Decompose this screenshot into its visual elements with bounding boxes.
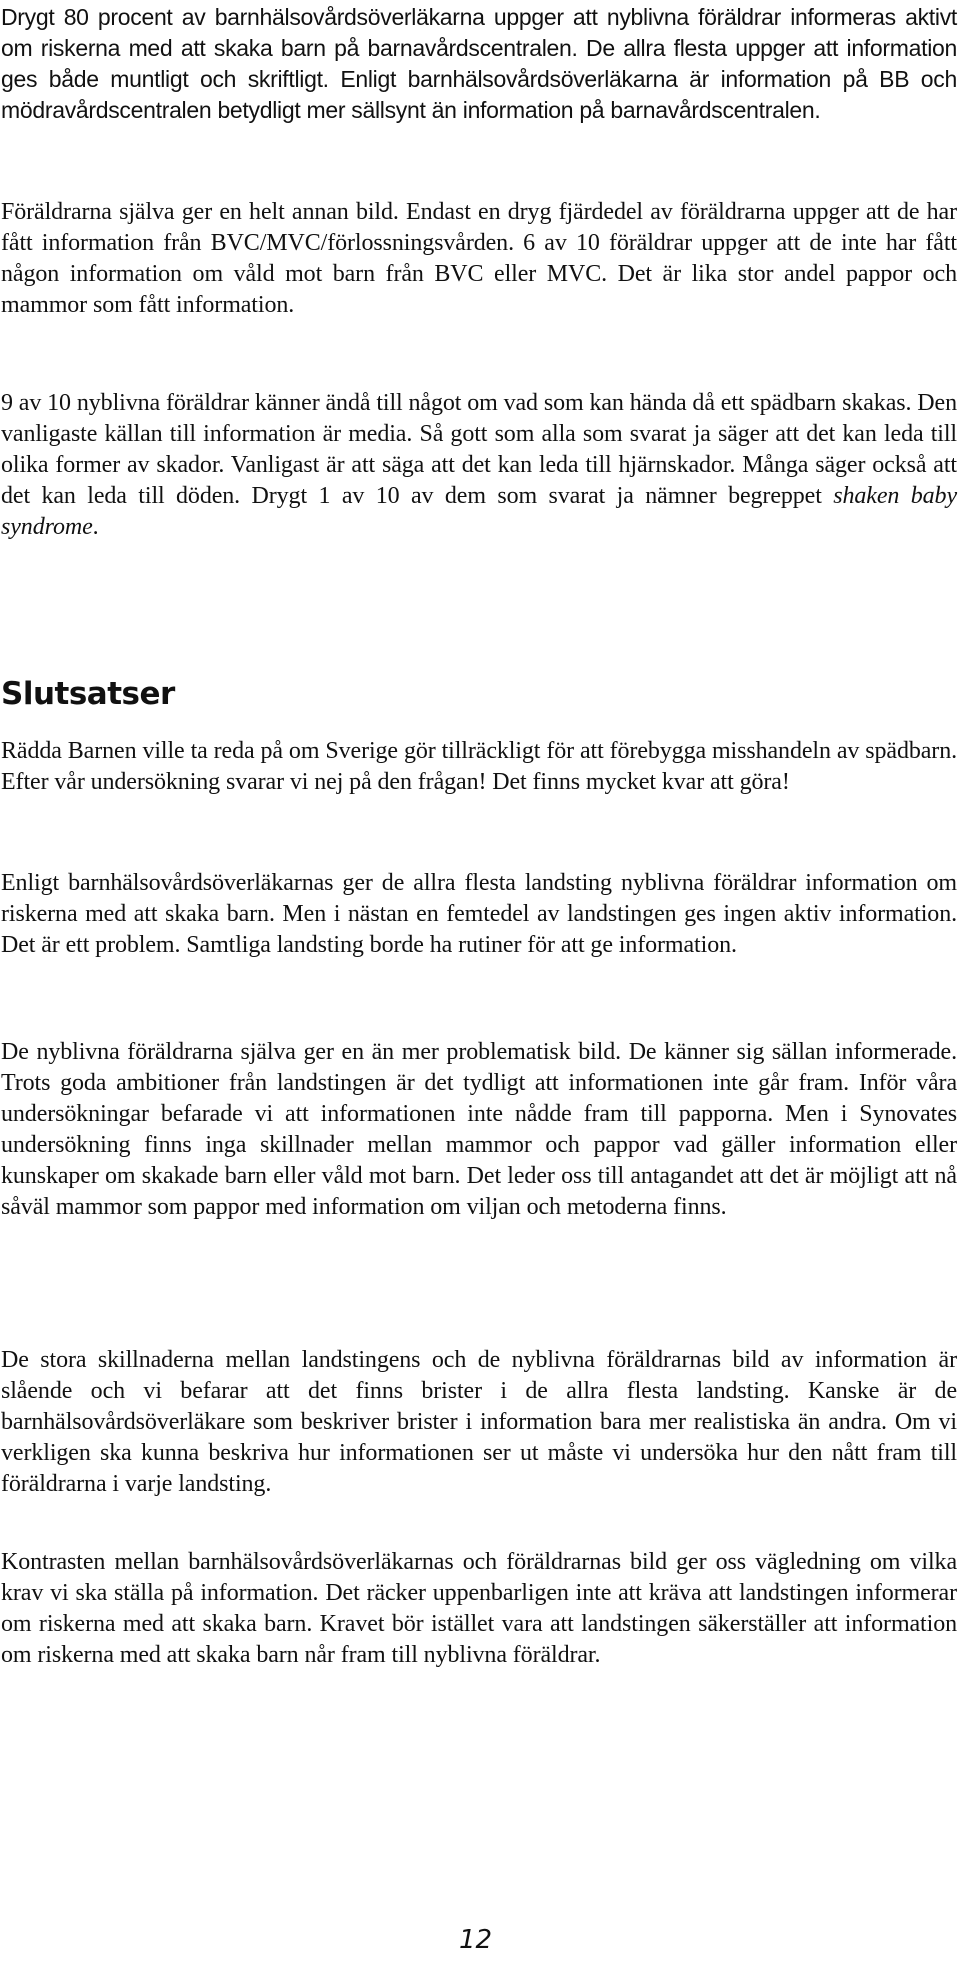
paragraph-4: Rädda Barnen ville ta reda på om Sverige gör tillräckligt för att förebygga misshandeln av spädbarn. Efter vår undersökning svarar vi nej på den frågan! Det finns mycket kvar att göra!: [1, 738, 957, 795]
paragraph-7: De stora skillnaderna mellan landstingens och de nyblivna föräldrarnas bild av information är slående och vi befarar att det finns brister i de allra flesta landsting. Kanske är de barnhälsovårdsöverläkare som beskriver brister i information bara mer realistiska än andra. Om vi verkligen ska kunna beskriva hur informationen ser ut måste vi undersöka hur den nått fram till föräldrarna i varje landsting.: [1, 1347, 957, 1497]
paragraph-3-text: 9 av 10 nyblivna föräldrar känner ändå till något om vad som kan hända då ett spädbarn skakas. Den vanligaste källan till information är media. Så gott som alla som svarat ja säger att det kan leda till olika former av skador. Vanligast är att säga att det kan leda till hjärnskador. Många säger också att det kan leda till döden. Drygt 1 av 10 av dem som svarat ja nämner begreppet: [1, 390, 957, 509]
page-number: 12: [459, 1925, 493, 1955]
paragraph-3: [1, 388, 957, 543]
paragraph-8: Kontrasten mellan barnhälsovårdsöverläkarnas och föräldrarnas bild ger oss vägledning om vilka krav vi ska ställa på information. Det räcker uppenbarligen inte att kräva att landstingen informerar om riskerna med att skaka barn. Kravet bör istället vara att landstingen säkerställer att information om riskerna med att skaka barn når fram till nyblivna föräldrar.: [1, 1549, 957, 1668]
paragraph-2: Föräldrarna själva ger en helt annan bild. Endast en dryg fjärdedel av föräldrarna uppger att de har fått information från BVC/MVC/förlossningsvården. 6 av 10 föräldrar uppger att de inte har fått någon information om våld mot barn från BVC eller MVC. Det är lika stor andel pappor och mammor som fått information.: [1, 199, 957, 318]
paragraph-5: Enligt barnhälsovårdsöverläkarnas ger de allra flesta landsting nyblivna föräldrar information om riskerna med att skaka barn. Men i nästan en femtedel av landstingen ges ingen aktiv information. Det är ett problem. Samtliga landsting borde ha rutiner för att ge information.: [1, 870, 957, 958]
term-shaken-baby-syndrome: shaken baby syndrome: [1, 483, 957, 540]
paragraph-3-end: .: [92, 514, 99, 540]
section-heading-slutsatser: Slutsatser: [1, 676, 175, 712]
paragraph-6: De nyblivna föräldrarna själva ger en än mer problematisk bild. De känner sig sällan informerade. Trots goda ambitioner från landstingen är det tydligt att informationen inte går fram. Inför våra undersökningar befarade vi att informationen inte nådde fram till papporna. Men i Synovates undersökning finns inga skillnader mellan mammor och pappor vad gäller information eller kunskaper om skakade barn eller våld mot barn. Det leder oss till antagandet att det är möjligt att nå såväl mammor som pappor med information om viljan och metoderna finns.: [1, 1039, 957, 1220]
paragraph-1: Drygt 80 procent av barnhälsovårdsöverläkarna uppger att nyblivna föräldrar informeras aktivt om riskerna med att skaka barn på barnavårdscentralen. De allra flesta uppger att information ges både muntligt och skriftligt. Enligt barnhälsovårdsöverläkarna är information på BB och mödravårdscentralen betydligt mer sällsynt än information på barnavårdscentralen.: [1, 4, 957, 123]
